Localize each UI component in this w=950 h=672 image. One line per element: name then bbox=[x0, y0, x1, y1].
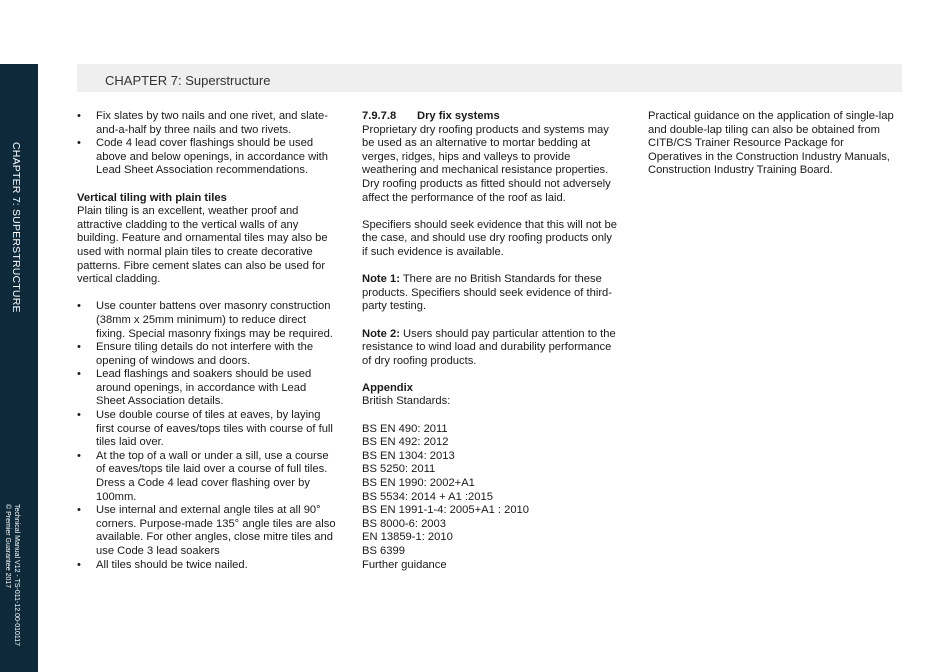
list-item: • At the top of a wall or under a sill, use a course of eaves/tops tile laid over a course of full tiles. Dress a Code 4 lead cover flashing over by 100mm. bbox=[77, 450, 337, 504]
standard-item: BS 5250: 2011 bbox=[362, 463, 436, 476]
list-item: • Ensure tiling details do not interfere with the opening of windows and doors. bbox=[77, 341, 337, 368]
appendix-subheading: British Standards: bbox=[362, 395, 451, 408]
note-2 bbox=[362, 328, 620, 369]
copyright: © Premier Guarantee 2017 bbox=[4, 504, 11, 589]
standards-list bbox=[362, 423, 620, 573]
standard-item: EN 13859-1: 2010 bbox=[362, 531, 453, 544]
standard-item: BS EN 1990: 2002+A1 bbox=[362, 477, 475, 490]
standard-item: BS 6399 bbox=[362, 545, 405, 557]
column-right bbox=[648, 110, 900, 178]
note-label: Note 1: bbox=[362, 273, 400, 286]
section-heading-dry-fix bbox=[362, 110, 620, 124]
standard-item: BS EN 1304: 2013 bbox=[362, 449, 455, 462]
sidebar bbox=[0, 64, 38, 672]
slate-fixing-list bbox=[77, 110, 337, 178]
standard-item: BS EN 490: 2011 bbox=[362, 422, 448, 435]
sidebar-chapter-title: CHAPTER 7: SUPERSTRUCTURE bbox=[10, 142, 22, 313]
list-item: • All tiles should be twice nailed. bbox=[77, 559, 337, 573]
paragraph: Specifiers should seek evidence that this will not be the case, and should use dry roofing products only if such evidence is available. bbox=[362, 218, 617, 258]
list-item: • Lead flashings and soakers should be used around openings, in accordance with Lead Sheet Association details. bbox=[77, 368, 337, 409]
list-item: • Use internal and external angle tiles at all 90° corners. Purpose-made 135° angle tiles are also available. For other angles, close mitre tiles and use Code 3 lead soakers bbox=[77, 504, 337, 558]
vertical-tiling-list bbox=[77, 300, 337, 572]
chapter-header bbox=[77, 64, 902, 92]
section-heading: Vertical tiling with plain tiles bbox=[77, 191, 227, 204]
manual-version: Technical Manual V12 - TS-011-12.00-010117 bbox=[13, 504, 20, 647]
note-text: Users should pay particular attention to the resistance to wind load and durability performance of dry roofing products. bbox=[362, 327, 616, 367]
list-item: • Code 4 lead cover flashings should be used above and below openings, in accordance with Lead Sheet Association recommendations. bbox=[77, 137, 337, 178]
section-number: 7.9.7.8 bbox=[362, 110, 397, 122]
standard-item: BS 5534: 2014 + A1 :2015 bbox=[362, 490, 493, 503]
note-text: There are no British Standards for these products. Specifiers should seek evidence of third-party testing. bbox=[362, 273, 612, 313]
standard-item: Further guidance bbox=[362, 558, 447, 571]
paragraph: Plain tiling is an excellent, weather proof and attractive cladding to the vertical walls of any building. Feature and ornamental tiles may also be used with normal plain tiles to create decorative patterns. Fibre cement slates can also be used for vertical cladding. bbox=[77, 205, 328, 286]
chapter-label: CHAPTER 7: bbox=[105, 73, 182, 88]
standard-item: BS EN 1991-1-4: 2005+A1 : 2010 bbox=[362, 504, 529, 517]
standard-item: BS EN 492: 2012 bbox=[362, 436, 449, 449]
note-label: Note 2: bbox=[362, 327, 400, 340]
column-left bbox=[77, 110, 337, 572]
sidebar-manual-reference bbox=[3, 504, 21, 646]
paragraph: Proprietary dry roofing products and systems may be used as an alternative to mortar bedding at verges, ridges, hips and valleys to provide weathering and mechanical resistance properties. Dry roofing products as fitted should not adversely affect the performance of the roof as laid. bbox=[362, 123, 611, 204]
chapter-heading bbox=[105, 73, 270, 88]
column-middle bbox=[362, 110, 620, 572]
chapter-title: Superstructure bbox=[185, 73, 271, 88]
list-item: • Fix slates by two nails and one rivet, and slate-and-a-half by three nails and two rivets. bbox=[77, 110, 337, 137]
note-1 bbox=[362, 273, 620, 314]
paragraph: Practical guidance on the application of single-lap and double-lap tiling can also be obtained from CITB/CS Trainer Resource Package for Operatives in the Construction Industry Manuals, Construction Industry Training Board. bbox=[648, 110, 894, 177]
list-item: • Use counter battens over masonry construction (38mm x 25mm minimum) to reduce direct fixing. Special masonry fixings may be required. bbox=[77, 300, 337, 341]
standard-item: BS 8000-6: 2003 bbox=[362, 517, 446, 530]
appendix-heading: Appendix bbox=[362, 381, 413, 394]
list-item: • Use double course of tiles at eaves, by laying first course of eaves/tops tiles with course of full tiles laid over. bbox=[77, 409, 337, 450]
section-title: Dry fix systems bbox=[417, 110, 500, 122]
